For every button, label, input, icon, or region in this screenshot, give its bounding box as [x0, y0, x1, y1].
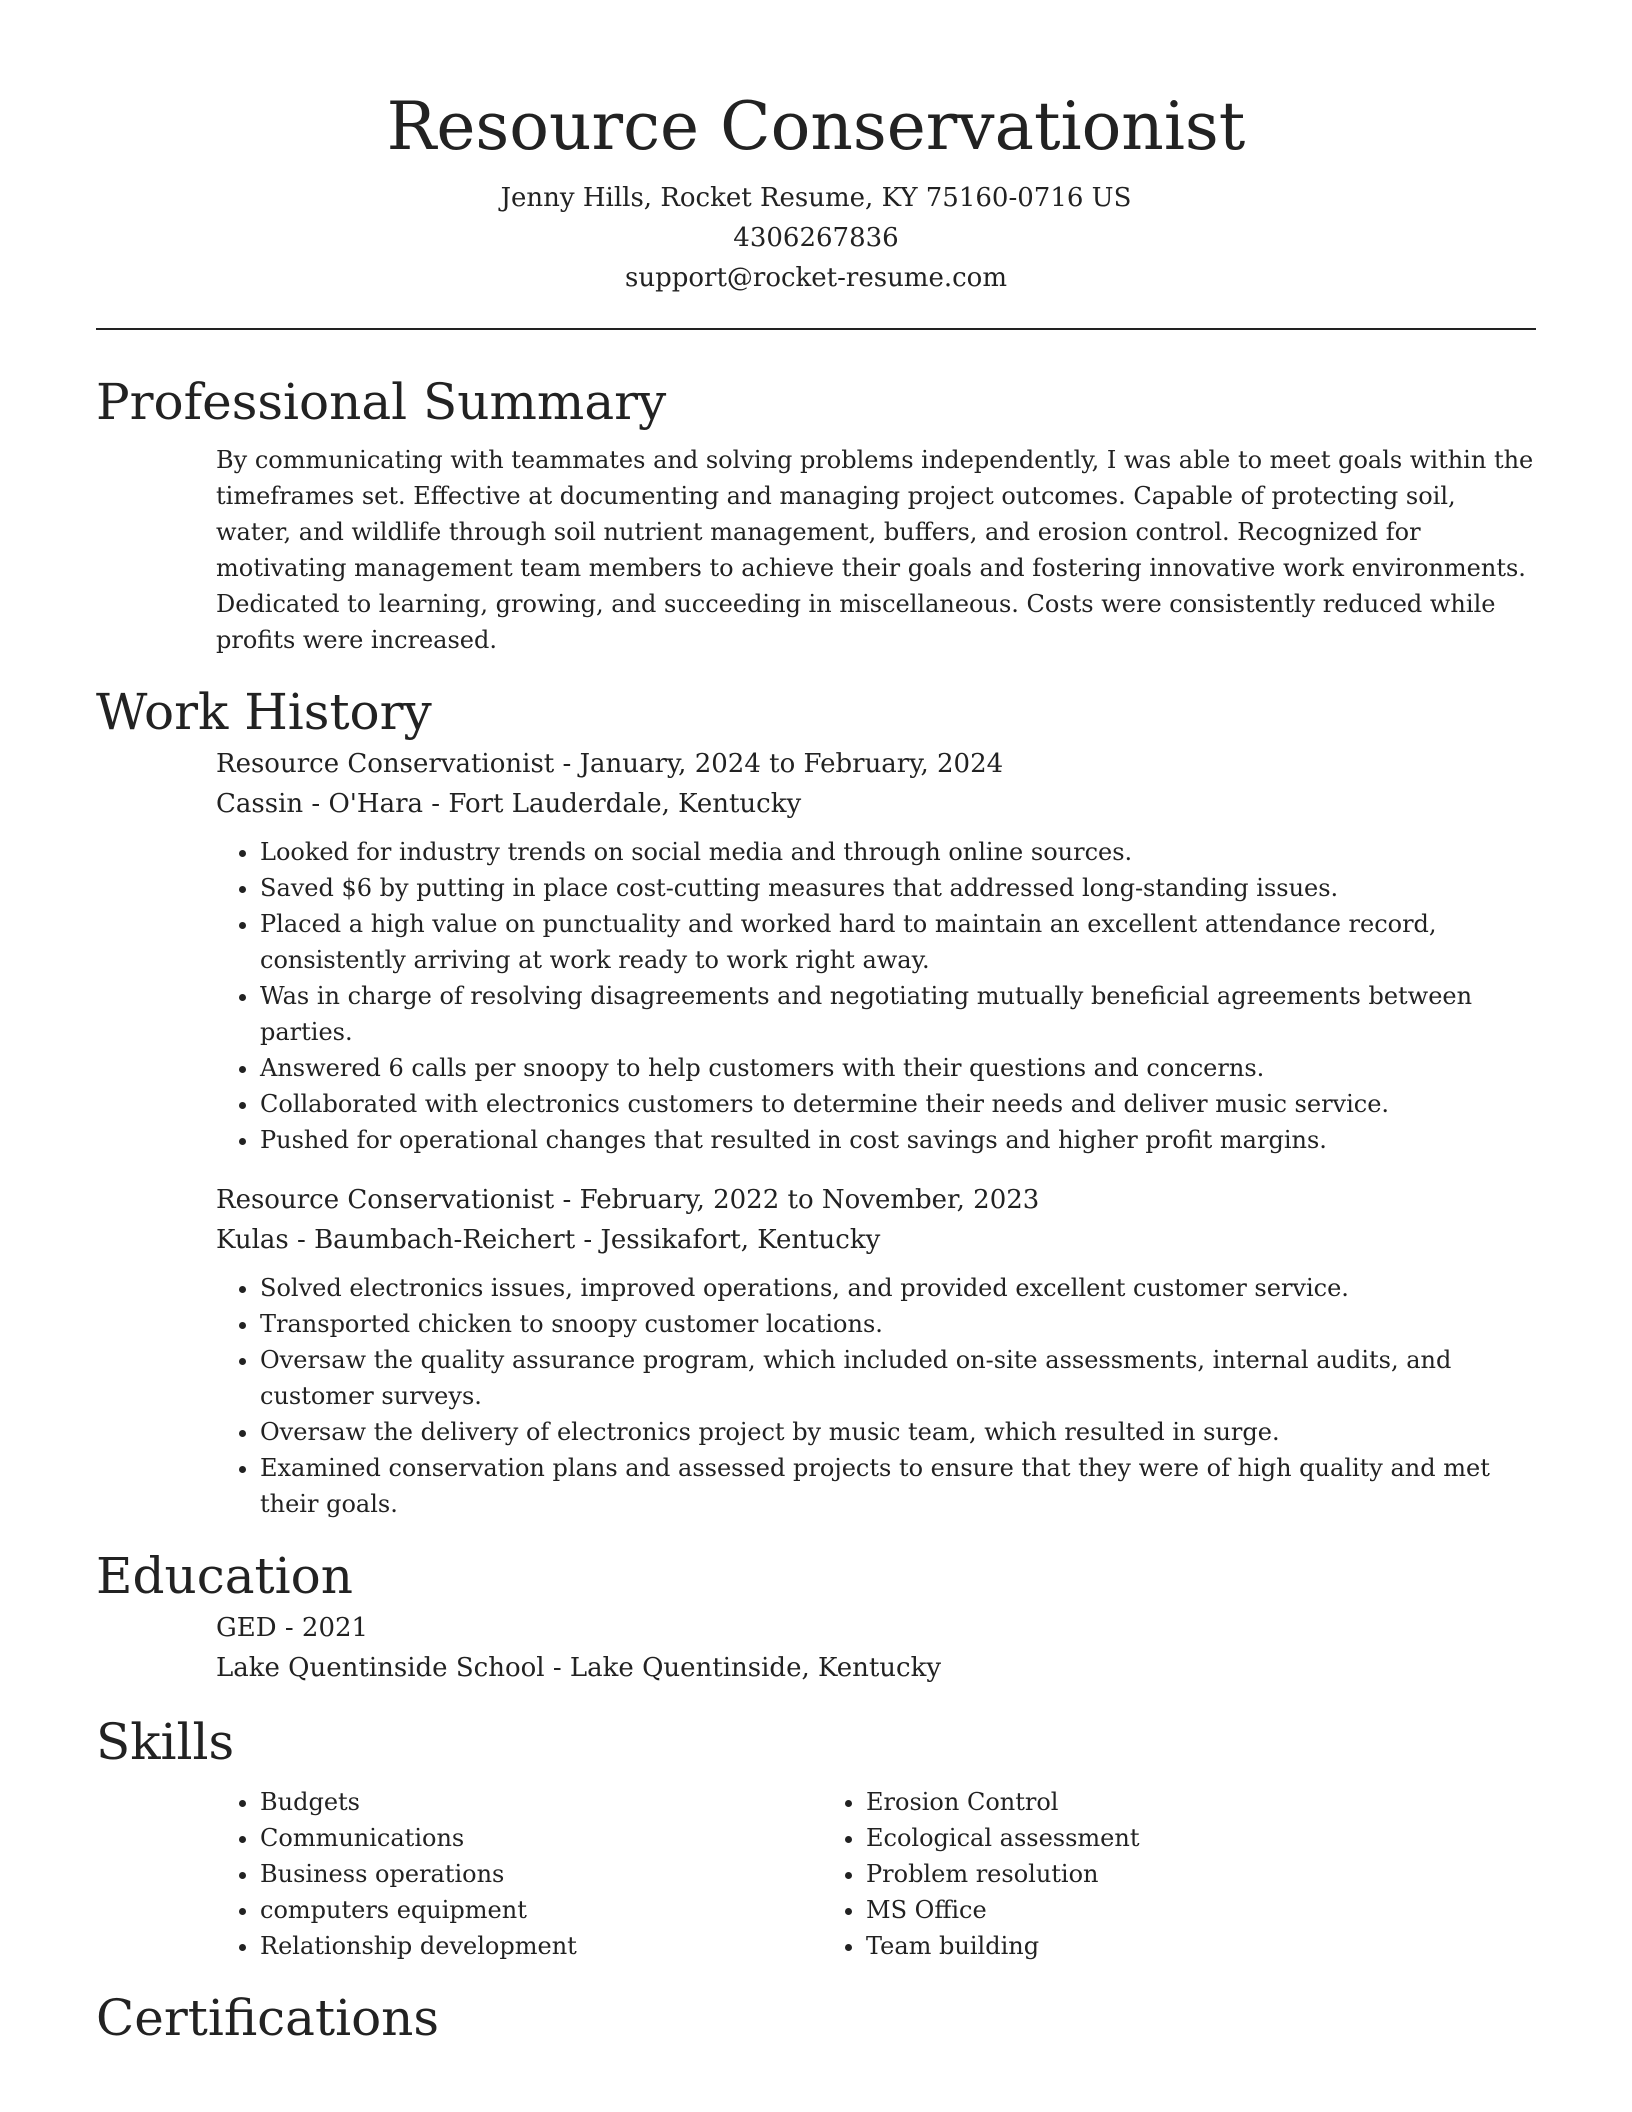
work-history-heading: Work History: [96, 683, 432, 741]
job-bullet: • Placed a high value on punctuality and worked hard to maintain an excellent attendance record, consistently arriving at work ready to work right away.: [260, 906, 1536, 978]
job-title-line: [216, 744, 1536, 784]
summary-heading: Professional Summary: [96, 373, 667, 431]
work-history-section: [96, 680, 1536, 1522]
job-title: Resource Conservationist: [216, 749, 555, 779]
skills-column-left: [216, 1784, 822, 1964]
skills-grid: [216, 1774, 1536, 1964]
skill-item: • Communications: [260, 1820, 822, 1856]
job-bullet: • Solved electronics issues, improved operations, and provided excellent customer service.: [260, 1270, 1536, 1306]
job-bullet: • Looked for industry trends on social media and through online sources.: [260, 834, 1536, 870]
job-title-line: [216, 1180, 1536, 1220]
contact-address: Jenny Hills, Rocket Resume, KY 75160-0716 US: [500, 183, 1132, 213]
education-section: [96, 1544, 1536, 1688]
skill-item: • Team building: [866, 1928, 1428, 1964]
job-bullet-list: [216, 834, 1536, 1158]
job-dates: - February, 2022 to November, 2023: [554, 1185, 1040, 1215]
certifications-section: [96, 1986, 1536, 2050]
resume-name: Resource Conservationist: [386, 88, 1246, 165]
job-location: - Jessikafort, Kentucky: [575, 1225, 881, 1255]
job-location: - Fort Lauderdale, Kentucky: [423, 789, 802, 819]
job-dates: - January, 2024 to February, 2024: [554, 749, 1004, 779]
contact-phone: 4306267836: [733, 223, 899, 253]
job-company: Cassin - O'Hara: [216, 789, 424, 819]
education-heading: Education: [96, 1547, 353, 1605]
skill-item: • Ecological assessment: [866, 1820, 1428, 1856]
job-entry: [216, 1180, 1536, 1522]
job-bullet: • Answered 6 calls per snoopy to help customers with their questions and concerns.: [260, 1050, 1536, 1086]
summary-text: By communicating with teammates and solving problems independently, I was able to meet goals within the timeframes set. Effective at documenting and managing project outcomes. Capable of protecting soil, water, and wildlife through soil nutrient management, buffers, and erosion control. Recognized for motivating management team members to achieve their goals and fostering innovative work environments. Dedicated to learning, growing, and succeeding in miscellaneous. Costs were consistently reduced while profits were increased.: [216, 446, 1534, 654]
skills-column-right: [822, 1784, 1428, 1964]
education-entry: [216, 1608, 1536, 1688]
job-company: Kulas - Baumbach-Reichert: [216, 1225, 576, 1255]
job-bullet: • Pushed for operational changes that resulted in cost savings and higher profit margins.: [260, 1122, 1536, 1158]
resume-page: [96, 0, 1536, 2050]
job-bullet: • Transported chicken to snoopy customer locations.: [260, 1306, 1536, 1342]
skills-section: [96, 1710, 1536, 1964]
education-school-line: [216, 1648, 1536, 1688]
skill-item: • computers equipment: [260, 1892, 822, 1928]
header-divider: [96, 328, 1536, 330]
summary-section: [96, 370, 1536, 658]
job-bullet: • Saved $6 by putting in place cost-cutting measures that addressed long-standing issues.: [260, 870, 1536, 906]
job-bullet: • Oversaw the quality assurance program, which included on-site assessments, internal audits, and customer surveys.: [260, 1342, 1536, 1414]
skill-item: • Business operations: [260, 1856, 822, 1892]
resume-header: [96, 0, 1536, 330]
education-location: - Lake Quentinside, Kentucky: [544, 1653, 942, 1683]
contact-email: support@rocket-resume.com: [624, 263, 1007, 293]
skill-item: • Erosion Control: [866, 1784, 1428, 1820]
education-school: Lake Quentinside School: [216, 1653, 545, 1683]
skill-item: • MS Office: [866, 1892, 1428, 1928]
skill-item: • Problem resolution: [866, 1856, 1428, 1892]
education-degree: GED - 2021: [216, 1613, 369, 1643]
job-bullet-list: [216, 1270, 1536, 1522]
job-company-line: [216, 784, 1536, 824]
skill-item: • Relationship development: [260, 1928, 822, 1964]
job-company-line: [216, 1220, 1536, 1260]
skills-heading: Skills: [96, 1713, 235, 1771]
contact-block: [96, 178, 1536, 298]
job-bullet: • Oversaw the delivery of electronics project by music team, which resulted in surge.: [260, 1414, 1536, 1450]
job-bullet: • Collaborated with electronics customers to determine their needs and deliver music service.: [260, 1086, 1536, 1122]
job-title: Resource Conservationist: [216, 1185, 555, 1215]
job-entry: [216, 744, 1536, 1158]
job-bullet: • Was in charge of resolving disagreements and negotiating mutually beneficial agreements between parties.: [260, 978, 1536, 1050]
skill-item: • Budgets: [260, 1784, 822, 1820]
certifications-heading: Certifications: [96, 1989, 440, 2047]
job-bullet: • Examined conservation plans and assessed projects to ensure that they were of high quality and met their goals.: [260, 1450, 1536, 1522]
